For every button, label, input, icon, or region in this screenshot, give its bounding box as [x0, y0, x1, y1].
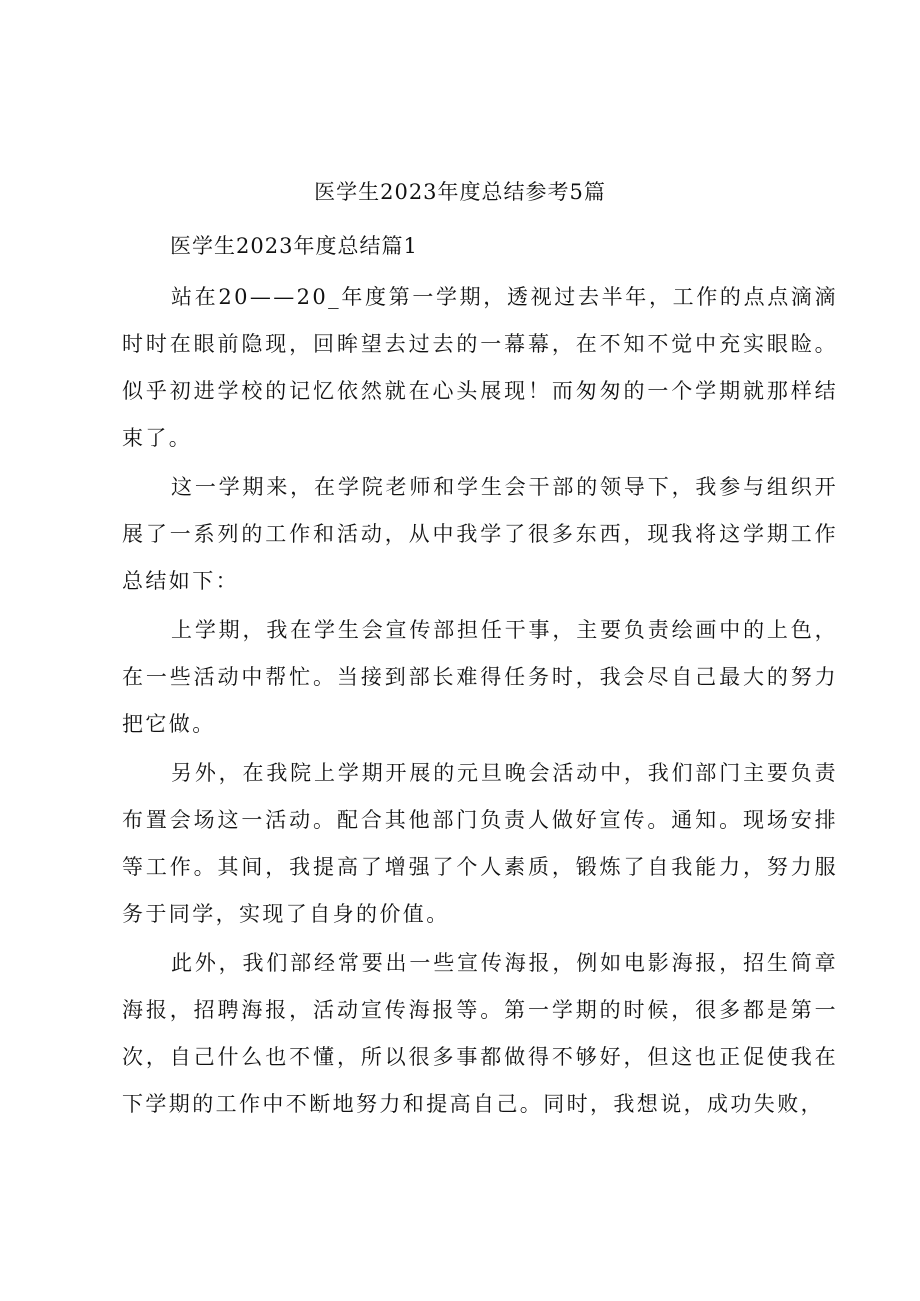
paragraph: 站在20——20_年度第一学期，透视过去半年，工作的点点滴滴时时在眼前隐现，回眸望去过去的一幕幕，在不知不觉中充实眼睑。似乎初进学校的记忆依然就在心头展现！而匆匆的一个学期就那样结束了。	[122, 285, 838, 450]
paragraph: 这一学期来，在学院老师和学生会干部的领导下，我参与组织开展了一系列的工作和活动，从中我学了很多东西，现我将这学期工作总结如下：	[122, 475, 838, 593]
document-title: 医学生2023年度总结参考5篇	[314, 180, 606, 204]
paragraph: 另外，在我院上学期开展的元旦晚会活动中，我们部门主要负责布置会场这一活动。配合其他部门负责人做好宣传。通知。现场安排等工作。其间，我提高了增强了个人素质，锻炼了自我能力，努力服务于同学，实现了自身的价值。	[122, 761, 838, 926]
paragraph: 上学期，我在学生会宣传部担任干事，主要负责绘画中的上色，在一些活动中帮忙。当接到部长难得任务时，我会尽自己最大的努力把它做。	[122, 618, 838, 736]
paragraph: 此外，我们部经常要出一些宣传海报，例如电影海报，招生简章海报，招聘海报，活动宣传海报等。第一学期的时候，很多都是第一次，自己什么也不懂，所以很多事都做得不够好，但这也正促使我在下学期的工作中不断地努力和提高自己。同时，我想说，成功失败，	[122, 951, 838, 1116]
section-heading: 医学生2023年度总结篇1	[170, 234, 418, 258]
